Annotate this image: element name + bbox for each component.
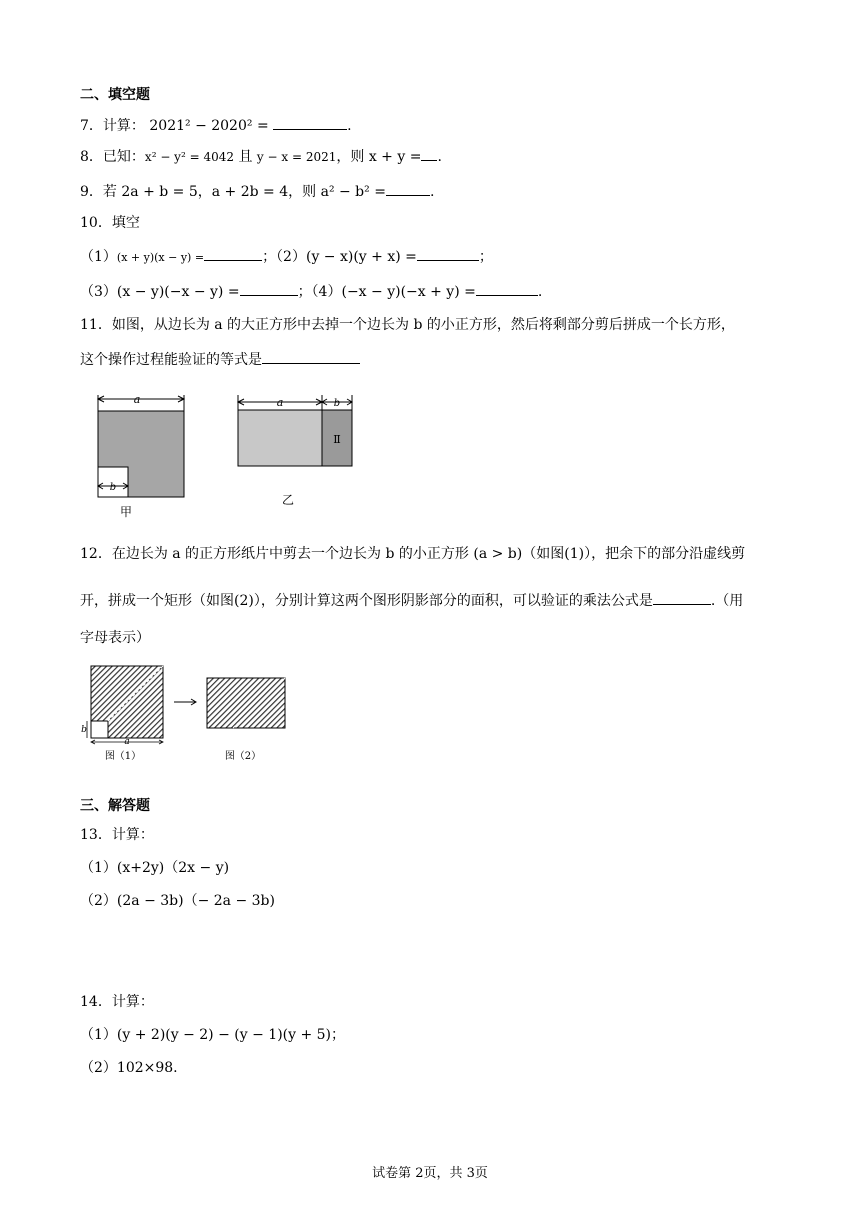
- q10-part2-blank[interactable]: [417, 246, 479, 261]
- q11-label-b2: b: [333, 398, 341, 409]
- q11-label-b: b: [109, 482, 117, 493]
- q10-part3-expr: (x − y)(−x − y) =: [116, 284, 240, 300]
- question-13-part1: （1）(x+2y)（2x − y): [80, 860, 230, 876]
- q8-end: .: [437, 149, 442, 165]
- q9-expr2: a + 2b = 4: [211, 184, 289, 200]
- question-12-line1: 12．在边长为 a 的正方形纸片中剪去一个边长为 b 的小正方形 (a > b)（如图(1)），把余下的部分沿虚线剪: [80, 546, 746, 562]
- q7-answer-blank[interactable]: [273, 115, 347, 130]
- q8-mid2: ，则: [336, 149, 369, 165]
- q10-part3-blank[interactable]: [240, 281, 298, 296]
- q12-label-a: a: [124, 737, 130, 747]
- q12-figure: [78, 660, 298, 768]
- q12-small-square: [91, 721, 108, 738]
- q12-rectangle-shaded: [207, 678, 285, 728]
- question-12-line2: [80, 590, 743, 611]
- q7-end: .: [347, 118, 352, 134]
- q11-line2-text: 这个操作过程能验证的等式是: [80, 352, 262, 368]
- q10-row2-end: .: [537, 284, 543, 300]
- q10-part2-expr: (y − x)(y + x) =: [305, 249, 417, 265]
- q12-answer-blank[interactable]: [653, 590, 711, 605]
- question-14-part1: （1）(y + 2)(y − 2) − (y − 1)(y + 5)；: [80, 1027, 346, 1043]
- q12-label-b: b: [81, 725, 87, 735]
- q9-expr3: a² − b² =: [320, 184, 386, 200]
- q8-expr3: x + y =: [368, 149, 422, 165]
- q11-figure: [90, 388, 370, 520]
- q9-expr1: 2a + b = 5: [121, 184, 198, 200]
- q12-line2-text: 开，拼成一个矩形（如图(2)），分别计算这两个图形阴影部分的面积，可以验证的乘法公式是: [80, 593, 653, 609]
- question-14-title: 14．计算：: [80, 994, 154, 1010]
- q8-mid: 且: [234, 149, 257, 165]
- q9-mid: ，则: [288, 184, 321, 200]
- question-10-row1: [80, 246, 493, 268]
- q8-prefix: 8．已知：: [80, 149, 145, 165]
- q10-part4-blank[interactable]: [476, 281, 538, 296]
- q8-answer-blank[interactable]: [421, 146, 437, 161]
- q10-row1-end: ；: [478, 249, 493, 265]
- q10-part3-label: （3）: [80, 284, 117, 300]
- q10-part1-label: （1）: [80, 249, 117, 265]
- question-13-title: 13．计算：: [80, 827, 154, 843]
- q8-expr2: y − x = 2021: [256, 150, 337, 164]
- q11-label-a2: a: [276, 396, 284, 409]
- q12-caption-1: 图（1）: [104, 751, 142, 762]
- q11-caption-jia: 甲: [119, 505, 133, 519]
- question-7: [80, 115, 352, 136]
- section-title-answer: 三、解答题: [80, 798, 150, 814]
- q9-prefix: 9．若: [80, 184, 122, 200]
- question-10-title: 10．填空: [80, 215, 140, 231]
- q9-sep: ，: [197, 184, 212, 200]
- q10-part1-expr: (x + y)(x − y) =: [116, 251, 205, 264]
- q10-part4-label: ；（4）: [297, 284, 342, 300]
- q11-label-a: a: [133, 393, 141, 406]
- q11-answer-blank[interactable]: [262, 349, 360, 364]
- q10-part2-label: ；（2）: [262, 249, 306, 265]
- question-11-line2: [80, 349, 360, 370]
- question-12-line3: 字母表示）: [80, 630, 150, 646]
- q10-part4-expr: (−x − y)(−x + y) =: [341, 284, 476, 300]
- q12-line2-end: .（用: [710, 593, 744, 609]
- section-title-fill-in: 二、填空题: [80, 87, 150, 103]
- question-8: [80, 146, 442, 167]
- q12-caption-2: 图（2）: [224, 751, 262, 762]
- q7-prefix: 7．计算：: [80, 118, 145, 134]
- question-9: [80, 181, 434, 202]
- q9-answer-blank[interactable]: [386, 181, 430, 196]
- q7-expression: 2021² − 2020² =: [149, 118, 269, 134]
- question-14-part2: （2）102×98.: [80, 1060, 178, 1076]
- question-11-line1: 11．如图，从边长为 a 的大正方形中去掉一个边长为 b 的小正方形，然后将剩部分剪后拼成一个长方形，: [80, 317, 735, 333]
- q8-expr1: x² − y² = 4042: [144, 150, 234, 164]
- question-10-row2: [80, 281, 542, 302]
- q11-rect-part-i: [238, 410, 322, 466]
- q11-caption-yi: 乙: [281, 493, 295, 507]
- q10-part1-blank[interactable]: [204, 246, 262, 261]
- q9-end: .: [429, 184, 435, 200]
- q11-label-ii: Ⅱ: [333, 433, 341, 446]
- page-footer: 试卷第 2页，共 3页: [372, 1166, 488, 1181]
- question-13-part2: （2）(2a − 3b)（− 2a − 3b): [80, 893, 275, 909]
